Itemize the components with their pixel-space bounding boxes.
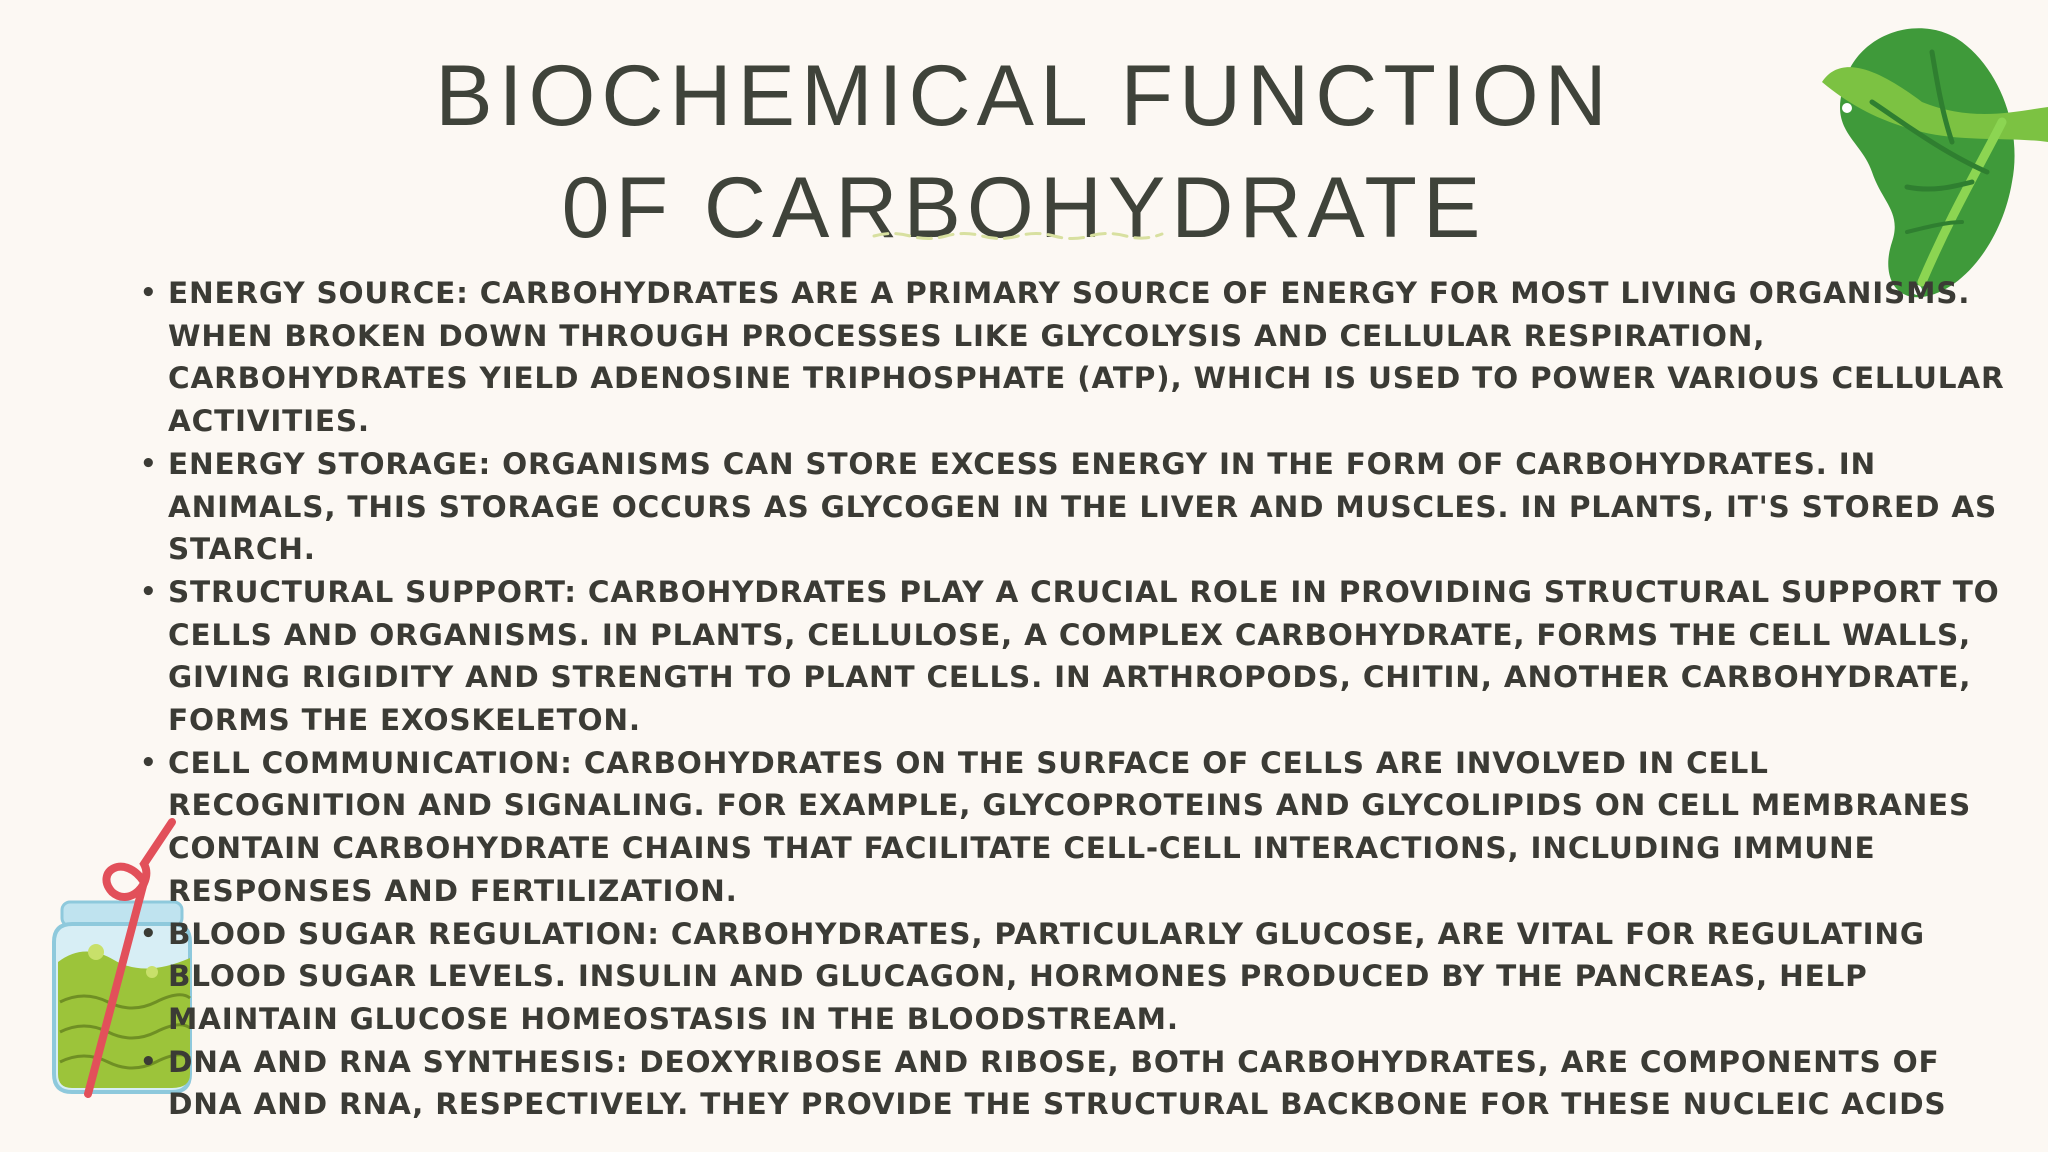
bullet-cell-communication bbox=[140, 742, 2010, 913]
bullet-text: CELL COMMUNICATION: CARBOHYDRATES ON THE SURFACE OF CELLS ARE INVOLVED IN CELL RECOGNITION AND SIGNALING. FOR EXAMPLE, GLYCOPROTEINS AND GLYCOLIPIDS ON CELL MEMBRANES CONTAIN CARBOHYDRATE CHAINS THAT FACILITATE CELL-CELL INTERACTIONS, INCLUDING IMMUNE RESPONSES AND FERTILIZATION. bbox=[168, 745, 1972, 908]
bullet-dot-icon: • bbox=[140, 278, 158, 308]
bullet-text: ENERGY SOURCE: CARBOHYDRATES ARE A PRIMARY SOURCE OF ENERGY FOR MOST LIVING ORGANISMS. WHEN BROKEN DOWN THROUGH PROCESSES LIKE GLYCOLYSIS AND CELLULAR RESPIRATION, CARBOHYDRATES YIELD ADENOSINE TRIPHOSPHATE (ATP), WHICH IS USED TO POWER VARIOUS CELLULAR ACTIVITIES. bbox=[168, 276, 2005, 439]
bullet-dot-icon: • bbox=[140, 1046, 158, 1077]
bullet-dot-icon: • bbox=[140, 747, 158, 778]
bullet-energy-storage bbox=[140, 443, 2010, 571]
bullet-text: BLOOD SUGAR REGULATION: CARBOHYDRATES, PARTICULARLY GLUCOSE, ARE VITAL FOR REGULATING BLOOD SUGAR LEVELS. INSULIN AND GLUCAGON, HORMONES PRODUCED BY THE PANCREAS, HELP MAINTAIN GLUCOSE HOMEOSTASIS IN THE BLOODSTREAM. bbox=[168, 916, 1925, 1036]
bullet-text: ENERGY STORAGE: ORGANISMS CAN STORE EXCESS ENERGY IN THE FORM OF CARBOHYDRATES. IN ANIMALS, THIS STORAGE OCCURS AS GLYCOGEN IN THE LIVER AND MUSCLES. IN PLANTS, IT'S STORED AS STARCH. bbox=[168, 446, 1998, 567]
bullet-dot-icon: • bbox=[140, 448, 158, 479]
slide-title-line-2: 0F CARBOHYDRATE bbox=[561, 160, 1487, 256]
title-underline-decoration bbox=[872, 228, 1182, 242]
bullet-text: STRUCTURAL SUPPORT: CARBOHYDRATES PLAY A CRUCIAL ROLE IN PROVIDING STRUCTURAL SUPPORT TO CELLS AND ORGANISMS. IN PLANTS, CELLULOSE, A COMPLEX CARBOHYDRATE, FORMS THE CELL WALLS, GIVING RIGIDITY AND STRENGTH TO PLANT CELLS. IN ARTHROPODS, CHITIN, ANOTHER CARBOHYDRATE, FORMS THE EXOSKELETON. bbox=[168, 574, 2000, 738]
bullet-energy-source bbox=[140, 272, 2010, 443]
bullet-dot-icon: • bbox=[140, 918, 158, 949]
slide-title-line-1: BIOCHEMICAL FUNCTION bbox=[435, 48, 1613, 144]
bullet-dot-icon: • bbox=[140, 576, 158, 607]
bullet-blood-sugar-regulation bbox=[140, 913, 2010, 1041]
bullet-list bbox=[140, 272, 2010, 1126]
bullet-structural-support bbox=[140, 571, 2010, 742]
leaf-icon bbox=[1812, 12, 2048, 302]
bullet-text: DNA AND RNA SYNTHESIS: DEOXYRIBOSE AND RIBOSE, BOTH CARBOHYDRATES, ARE COMPONENTS OF DNA AND RNA, RESPECTIVELY. THEY PROVIDE THE STRUCTURAL BACKBONE FOR THESE NUCLEIC ACIDS bbox=[168, 1044, 1947, 1122]
bullet-dna-rna-synthesis bbox=[140, 1041, 2010, 1126]
